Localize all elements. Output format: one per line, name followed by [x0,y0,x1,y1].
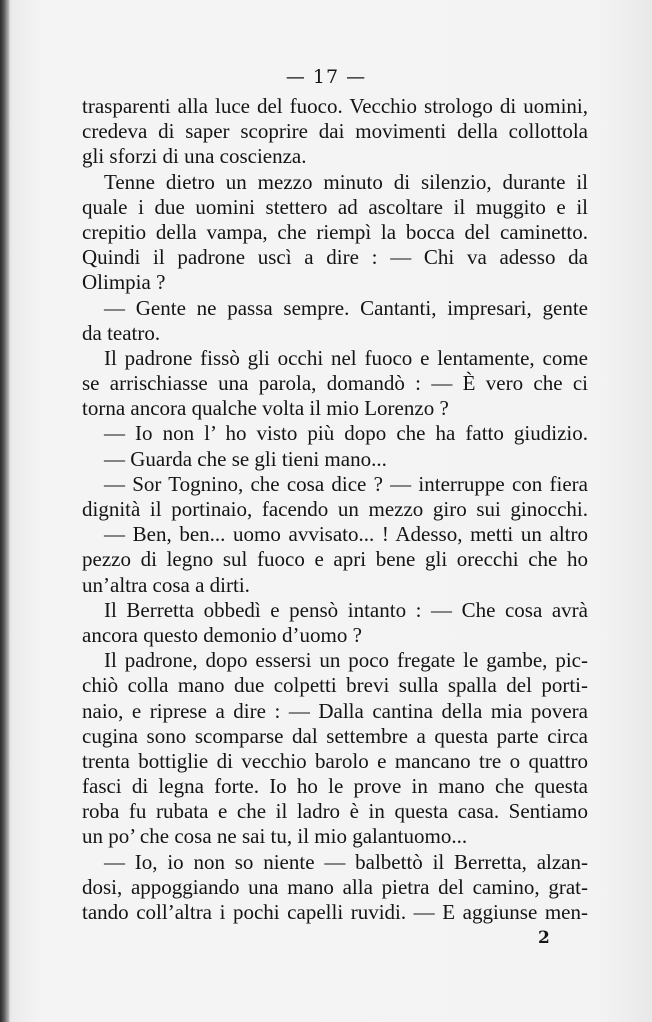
text-line: trenta bottiglie di vecchio barolo e mancano tre o quattro [82,748,588,773]
text-line: credeva di saper scoprire dai movimenti della collottola [82,119,588,144]
text-line: — Ben, ben... uomo avvisato... ! Adesso, metti un altro [104,522,588,547]
text-line: pezzo di legno sul fuoco e apri bene gli orecchi che ho [82,547,588,572]
text-line: roba fu rubata e che il ladro è in questa casa. Sentiamo [82,799,588,824]
text-line: — Gente ne passa sempre. Cantanti, impresari, gente [104,295,588,320]
text-line: Quindi il padrone uscì a dire : — Chi va adesso da [82,245,588,270]
text-line: — Sor Tognino, che cosa dice ? — interruppe con fiera [104,471,588,496]
page-binding-shadow [0,0,10,1022]
text-line: un po’ che cosa ne sai tu, il mio galantuomo... [82,824,468,849]
text-line: Il padrone fissò gli occhi nel fuoco e lentamente, come [104,345,588,370]
text-line: chiò colla mano due colpetti brevi sulla spalla del porti- [82,673,588,698]
text-line: ancora questo demonio d’uomo ? [82,622,362,647]
text-line: dosi, appoggiando una mano alla pietra del camino, grat- [82,874,588,899]
text-line: quale i due uomini stettero ad ascoltare il muggito e il [82,194,588,219]
text-line: trasparenti alla luce del fuoco. Vecchio strologo di uomini, [82,94,588,118]
text-line: — Io, io non so niente — balbettò il Berretta, alzan- [104,849,588,874]
text-line: tando coll’altra i pochi capelli ruvidi. — E aggiunse men- [82,900,588,924]
text-line: crepitio della vampa, che riempì la bocca del caminetto. [82,219,588,244]
text-line: Il Berretta obbedì e pensò intanto : — Che cosa avrà [104,597,588,622]
text-line: da teatro. [82,320,161,345]
text-line: gli sforzi di una coscienza. [82,144,307,169]
text-line: — Io non l’ ho visto più dopo che ha fatto giudizio. [104,421,588,446]
text-line: torna ancora qualche volta il mio Lorenzo ? [82,396,449,421]
text-line: Olimpia ? [82,270,166,295]
text-line: cugina sono scomparse dal settembre a questa parte circa [82,723,588,748]
text-line: — Guarda che se gli tieni mano... [104,446,387,471]
text-line: fasci di legna forte. Io ho le prove in mano che questa [82,774,588,799]
text-line: Tenne dietro un mezzo minuto di silenzio, durante il [104,169,588,194]
text-line: se arrischiasse una parola, domandò : — È vero che ci [82,371,588,396]
body-text [82,94,588,925]
signature-mark: 2 [538,928,550,948]
page-number-header: — 17 — [285,66,367,88]
text-line: naio, e riprese a dire : — Dalla cantina della mia povera [82,698,588,723]
text-line: Il padrone, dopo essersi un poco fregate le gambe, pic- [104,648,588,673]
text-line: un’altra cosa a dirti. [82,572,250,597]
text-line: dignità il portinaio, facendo un mezzo giro sui ginocchi. [82,497,588,521]
